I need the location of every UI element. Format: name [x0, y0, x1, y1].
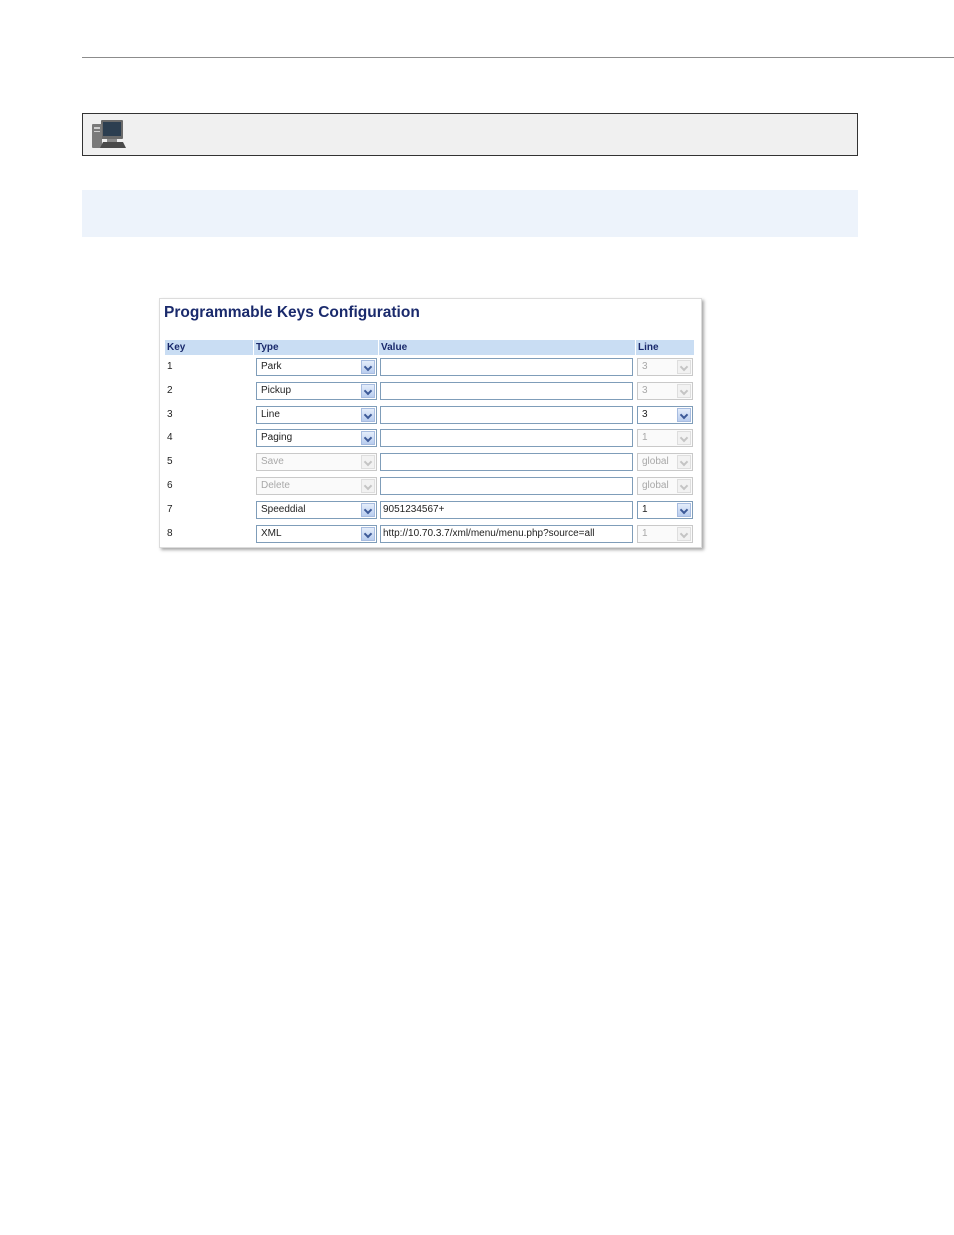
line-select-value: 3	[642, 408, 648, 420]
type-select-value: Save	[261, 456, 284, 468]
key-number: 1	[167, 361, 173, 372]
type-select-value: Pickup	[261, 384, 292, 396]
computer-monitor-icon	[89, 118, 127, 152]
value-input[interactable]: 9051234567+	[380, 501, 633, 519]
column-header-line: Line	[636, 340, 694, 355]
type-select[interactable]	[256, 525, 377, 543]
programmable-keys-panel	[159, 298, 702, 548]
table-row	[160, 405, 703, 427]
line-select	[637, 382, 693, 400]
key-number: 4	[167, 432, 173, 444]
chevron-down-icon[interactable]	[361, 503, 375, 517]
line-select	[637, 358, 693, 376]
table-row	[160, 357, 703, 379]
type-select-value: Speeddial	[261, 503, 306, 515]
chevron-down-icon	[361, 479, 375, 493]
type-select	[256, 453, 377, 471]
value-input[interactable]	[380, 382, 633, 400]
line-select	[637, 477, 693, 495]
chevron-down-icon	[677, 455, 691, 469]
value-input[interactable]	[380, 453, 633, 471]
column-header-key: Key	[165, 340, 253, 355]
chevron-down-icon	[677, 384, 691, 398]
type-select-value: Park	[261, 361, 282, 372]
type-select-value: Line	[261, 408, 280, 420]
highlight-band	[82, 190, 858, 237]
line-select	[637, 453, 693, 471]
line-select[interactable]	[637, 406, 693, 424]
column-header-value: Value	[379, 340, 635, 355]
type-select[interactable]	[256, 358, 377, 376]
type-select-value: Delete	[261, 480, 290, 491]
table-row	[160, 381, 703, 403]
table-row	[160, 428, 703, 450]
type-select[interactable]	[256, 406, 377, 424]
chevron-down-icon	[361, 455, 375, 469]
type-select[interactable]	[256, 382, 377, 400]
table-row	[160, 452, 703, 474]
value-input[interactable]: http://10.70.3.7/xml/menu/menu.php?source=all	[380, 525, 633, 543]
key-number: 2	[167, 384, 173, 396]
line-select-value: 3	[642, 361, 648, 372]
type-select[interactable]	[256, 501, 377, 519]
key-number: 6	[167, 480, 173, 491]
table-row	[160, 476, 703, 498]
chevron-down-icon[interactable]	[361, 527, 375, 541]
chevron-down-icon[interactable]	[361, 431, 375, 445]
line-select-value: 1	[642, 432, 648, 444]
line-select-value: global	[642, 480, 669, 491]
line-select-value: 1	[642, 527, 648, 539]
value-input[interactable]	[380, 358, 633, 376]
column-header-type: Type	[254, 340, 378, 355]
value-input[interactable]	[380, 477, 633, 495]
key-number: 7	[167, 503, 173, 515]
type-select-value: XML	[261, 527, 282, 539]
table-row	[160, 524, 703, 546]
line-select	[637, 525, 693, 543]
chevron-down-icon	[677, 360, 691, 374]
chevron-down-icon[interactable]	[361, 408, 375, 422]
key-number: 8	[167, 527, 173, 539]
chevron-down-icon	[677, 431, 691, 445]
type-select	[256, 477, 377, 495]
chevron-down-icon[interactable]	[361, 360, 375, 374]
note-box	[82, 113, 858, 156]
line-select[interactable]	[637, 501, 693, 519]
key-number: 3	[167, 408, 173, 420]
type-select[interactable]	[256, 429, 377, 447]
chevron-down-icon	[677, 527, 691, 541]
value-input[interactable]	[380, 406, 633, 424]
type-select-value: Paging	[261, 432, 293, 444]
line-select-value: 3	[642, 384, 648, 396]
chevron-down-icon	[677, 479, 691, 493]
value-input[interactable]	[380, 429, 633, 447]
chevron-down-icon[interactable]	[361, 384, 375, 398]
key-number: 5	[167, 456, 173, 468]
chevron-down-icon[interactable]	[677, 503, 691, 517]
panel-title: Programmable Keys Configuration	[164, 304, 420, 321]
line-select	[637, 429, 693, 447]
line-select-value: 1	[642, 503, 648, 515]
chevron-down-icon[interactable]	[677, 408, 691, 422]
top-rule	[82, 57, 954, 58]
line-select-value: global	[642, 456, 669, 468]
table-row	[160, 500, 703, 522]
